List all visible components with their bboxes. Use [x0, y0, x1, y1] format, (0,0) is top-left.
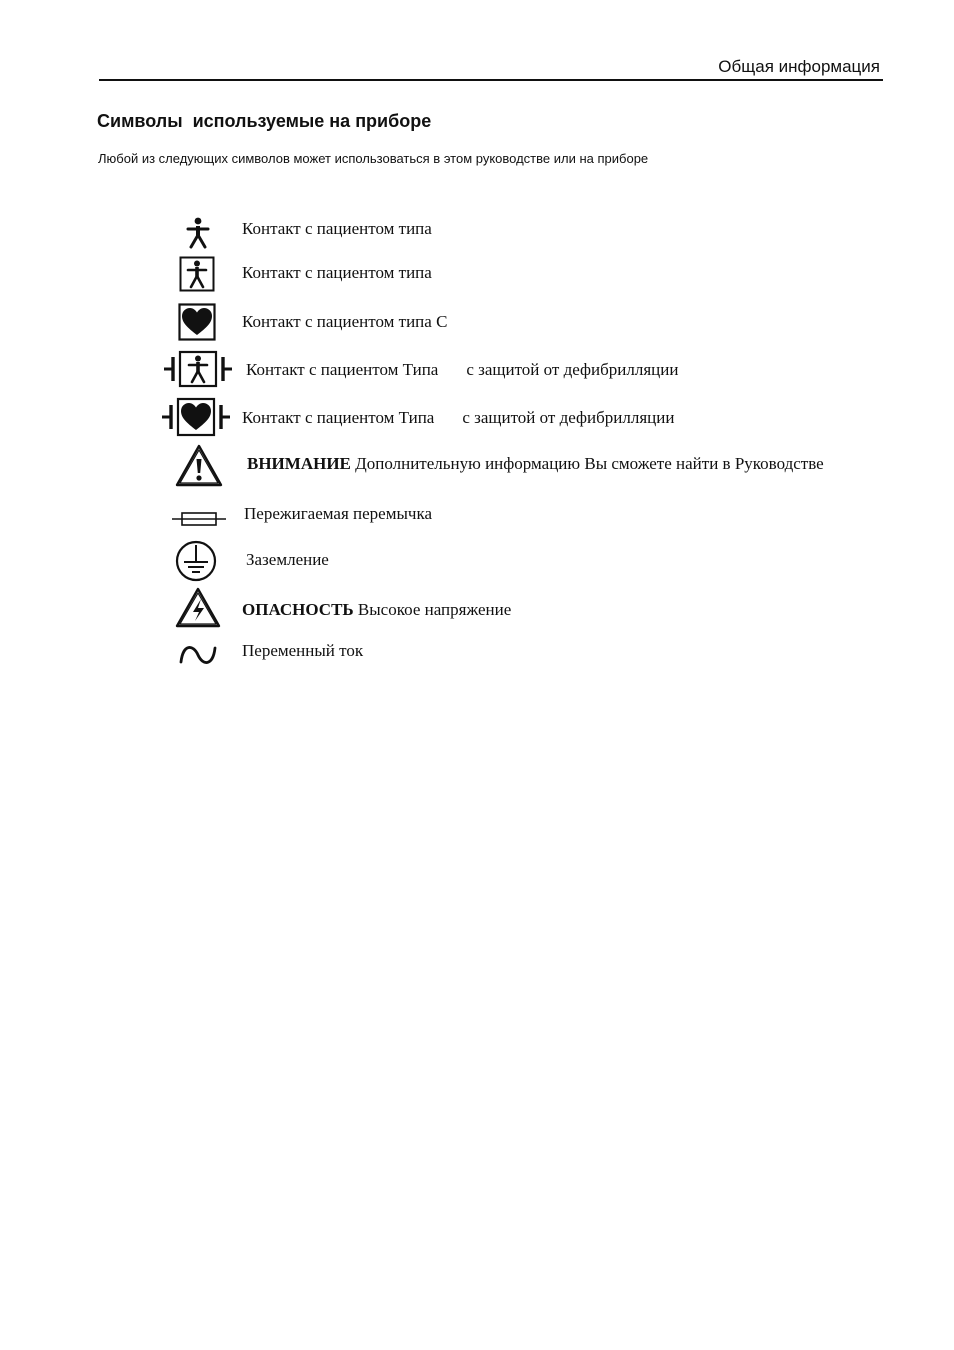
description-part: Высокое напряжение: [353, 600, 512, 619]
defib-proof-heart-icon: [160, 397, 232, 437]
symbol-description: Пережигаемая перемычка: [244, 504, 432, 523]
ground-icon: [174, 539, 218, 583]
warning-label: ВНИМАНИЕ: [247, 454, 351, 473]
symbol-description: [247, 454, 824, 474]
fuse-icon: [170, 509, 228, 529]
ac-icon: [178, 640, 218, 670]
symbol-description: Переменный ток: [242, 641, 364, 660]
warning-icon: [174, 443, 224, 489]
page-header-title: Общая информация: [718, 57, 880, 76]
symbol-description: [246, 360, 678, 380]
symbol-description: [242, 408, 674, 428]
boxed-person-icon: [179, 256, 215, 292]
symbol-description: [242, 600, 511, 620]
description-part: Дополнительную информацию Вы сможете найти в Руководстве: [350, 454, 824, 473]
boxed-heart-icon: [178, 303, 216, 341]
danger-label: ОПАСНОСТЬ: [242, 600, 354, 619]
description-part: с защитой от дефибрилляции: [462, 408, 675, 427]
description-part: с защитой от дефибрилляции: [466, 360, 679, 379]
symbol-description: Контакт с пациентом типа: [242, 219, 432, 238]
symbol-description: Заземление: [246, 550, 329, 569]
description-part: Контакт с пациентом Типа: [242, 408, 435, 427]
intro-text: Любой из следующих символов может использоваться в этом руководстве или на приборе: [98, 151, 649, 166]
header-rule: [99, 79, 883, 81]
person-icon: [185, 217, 211, 249]
high-voltage-icon: [174, 586, 222, 630]
symbol-description: Контакт с пациентом типа: [242, 263, 432, 282]
section-title: Символы используемые на приборе: [97, 111, 432, 131]
defib-proof-person-icon: [162, 350, 234, 388]
symbol-description: Контакт с пациентом типа С: [242, 312, 448, 331]
description-part: Контакт с пациентом Типа: [246, 360, 439, 379]
